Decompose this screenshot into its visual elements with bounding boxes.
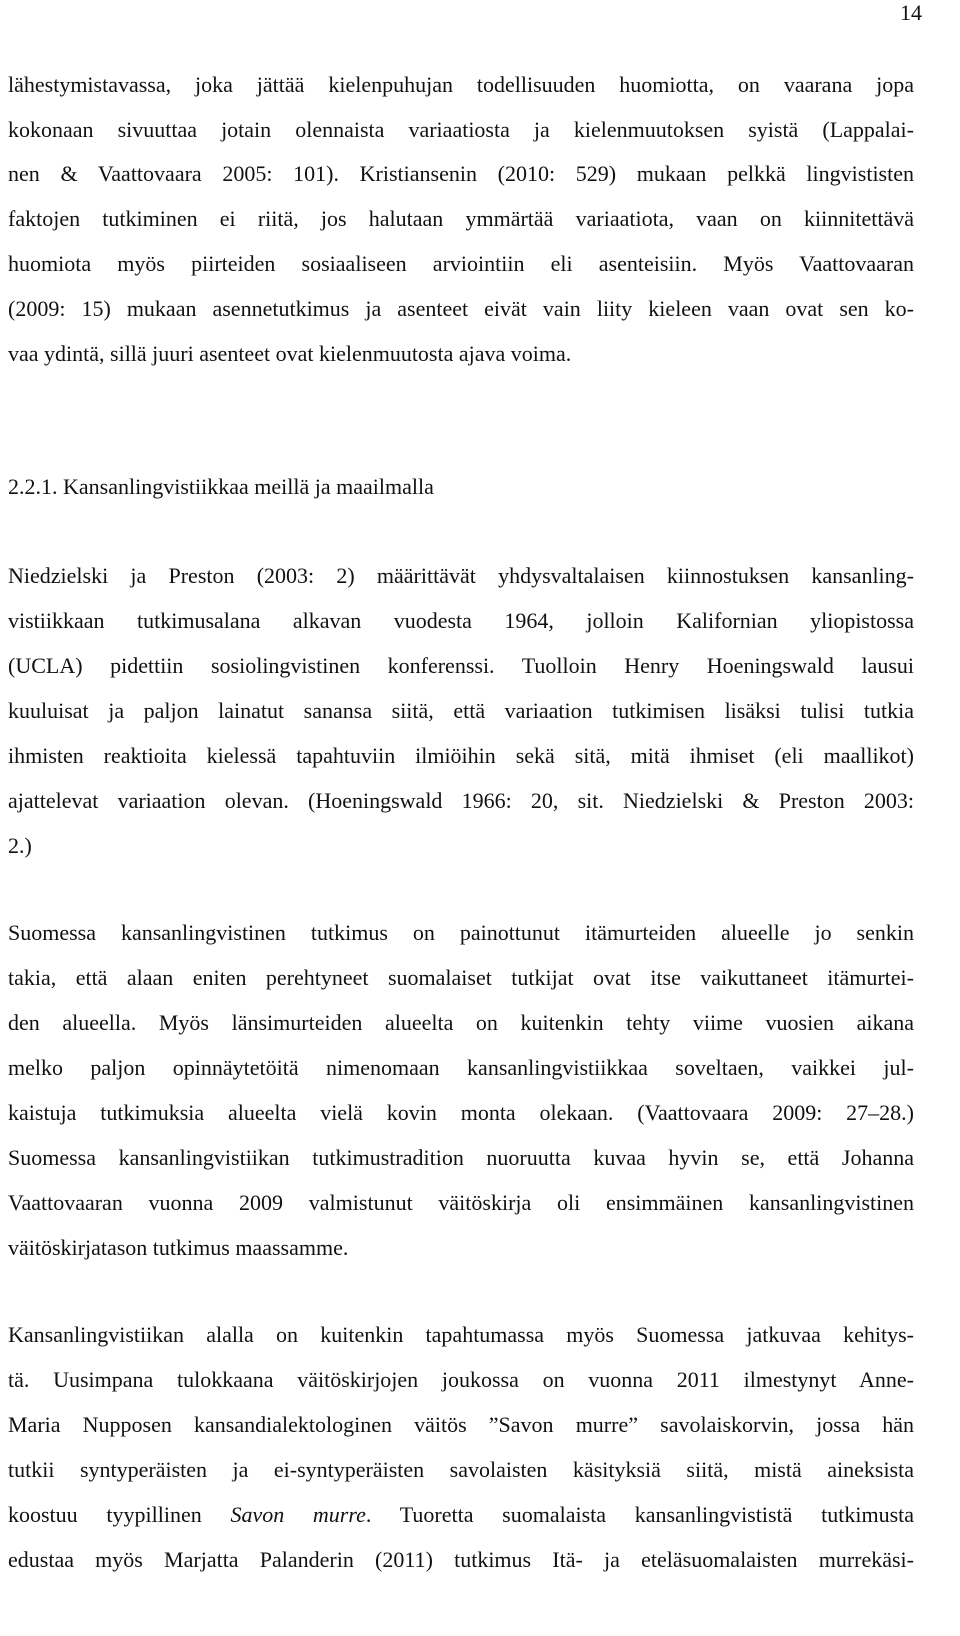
text-line: Suomessa kansanlingvistinen tutkimus on painottunut itämurteiden alueelle jo senkin	[8, 920, 914, 945]
text-line: kokonaan sivuuttaa jotain olennaista variaatiosta ja kielenmuutoksen syistä (Lappalai-	[8, 117, 914, 142]
text-line: kuuluisat ja paljon lainatut sanansa siitä, että variaation tutkimisen lisäksi tulisi tutkia	[8, 698, 914, 723]
text-line: ihmisten reaktioita kielessä tapahtuviin ilmiöihin sekä sitä, mitä ihmiset (eli maallikot)	[8, 743, 914, 768]
text-line: 2.)	[8, 833, 32, 858]
text-line: ajattelevat variaation olevan. (Hoeningswald 1966: 20, sit. Niedzielski & Preston 2003:	[8, 788, 914, 813]
text-line: Vaattovaaran vuonna 2009 valmistunut väitöskirja oli ensimmäinen kansanlingvistinen	[8, 1190, 914, 1215]
text-line: Suomessa kansanlingvistiikan tutkimustradition nuoruutta kuvaa hyvin se, että Johanna	[8, 1145, 914, 1170]
text-line: väitöskirjatason tutkimus maassamme.	[8, 1235, 349, 1260]
text-line: (2009: 15) mukaan asennetutkimus ja asenteet eivät vain liity kieleen vaan ovat sen ko-	[8, 296, 914, 321]
text-line: vistiikkaan tutkimusalana alkavan vuodesta 1964, jolloin Kalifornian yliopistossa	[8, 608, 914, 633]
page-number: 14	[900, 0, 922, 25]
text-line: Kansanlingvistiikan alalla on kuitenkin tapahtumassa myös Suomessa jatkuvaa kehitys-	[8, 1322, 914, 1347]
text-line: nen & Vaattovaara 2005: 101). Kristiansenin (2010: 529) mukaan pelkkä lingvististen	[8, 161, 914, 186]
section-heading: 2.2.1. Kansanlingvistiikkaa meillä ja maailmalla	[8, 474, 434, 499]
text-line: edustaa myös Marjatta Palanderin (2011) tutkimus Itä- ja eteläsuomalaisten murrekäsi-	[8, 1547, 914, 1572]
text-segment: koostuu tyypillinen	[8, 1502, 231, 1527]
text-line: vaa ydintä, sillä juuri asenteet ovat kielenmuutosta ajava voima.	[8, 341, 572, 366]
text-line: melko paljon opinnäytetöitä nimenomaan kansanlingvistiikkaa soveltaen, vaikkei jul-	[8, 1055, 914, 1080]
text-line: lähestymistavassa, joka jättää kielenpuhujan todellisuuden huomiotta, on vaarana jopa	[8, 72, 914, 97]
text-segment: . Tuoretta suomalaista kansanlingvististä tutkimusta	[365, 1502, 915, 1527]
text-line: kaistuja tutkimuksia alueelta vielä kovin monta olekaan. (Vaattovaara 2009: 27–28.)	[8, 1100, 914, 1125]
text-line: huomiota myös piirteiden sosiaaliseen arviointiin eli asenteisiin. Myös Vaattovaaran	[8, 251, 914, 276]
text-line: Maria Nupposen kansandialektologinen väitös ”Savon murre” savolaiskorvin, jossa hän	[8, 1412, 914, 1437]
text-line: tutkii syntyperäisten ja ei-syntyperäisten savolaisten käsityksiä siitä, mistä aineksista	[8, 1457, 914, 1482]
text-line: faktojen tutkiminen ei riitä, jos halutaan ymmärtää variaatiota, vaan on kiinnitettävä	[8, 206, 914, 231]
text-line: den alueella. Myös länsimurteiden alueelta on kuitenkin tehty viime vuosien aikana	[8, 1010, 914, 1035]
text-line: Niedzielski ja Preston (2003: 2) määrittävät yhdysvaltalaisen kiinnostuksen kansanling-	[8, 563, 914, 588]
text-line	[8, 1500, 914, 1530]
text-line: (UCLA) pidettiin sosiolingvistinen konferenssi. Tuolloin Henry Hoeningswald lausui	[8, 653, 914, 678]
italic-title: Savon murre	[230, 1502, 366, 1527]
text-line: takia, että alaan eniten perehtyneet suomalaiset tutkijat ovat itse vaikuttaneet itämurtei-	[8, 965, 914, 990]
text-line: tä. Uusimpana tulokkaana väitöskirjojen joukossa on vuonna 2011 ilmestynyt Anne-	[8, 1367, 914, 1392]
